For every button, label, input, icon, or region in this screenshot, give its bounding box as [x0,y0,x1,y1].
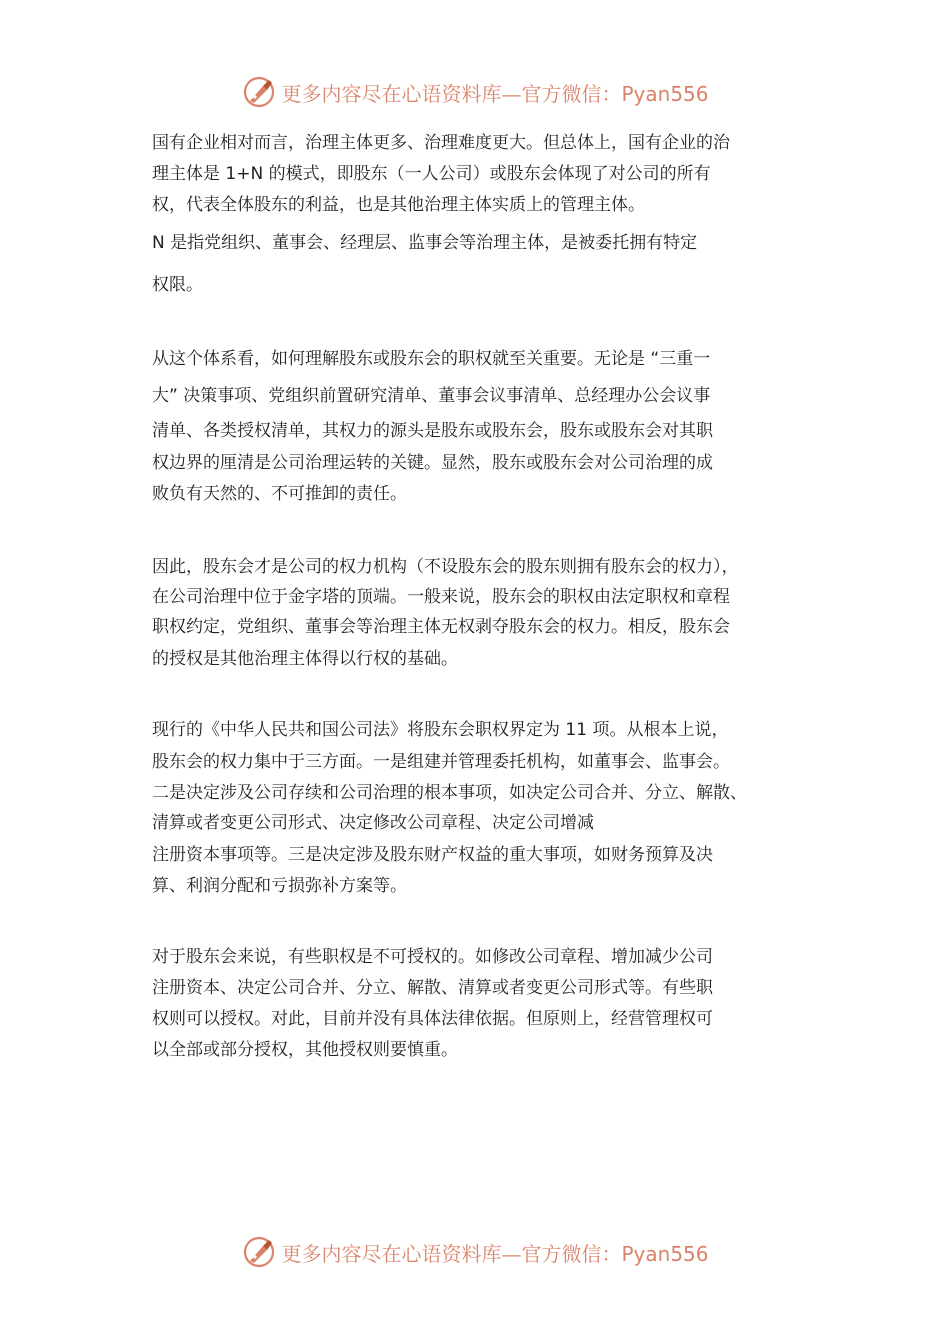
text-line: 现行的《中华人民共和国公司法》将股东会职权界定为 11 项。从根本上说， [152,720,729,740]
text-line: 权限。 [152,275,203,295]
text-line: 算、利润分配和亏损弥补方案等。 [152,876,407,896]
banner-wechat-id: Pyan556 [621,81,709,106]
text-line: 理主体是 1+N 的模式，即股东（一人公司）或股东会体现了对公司的所有 [152,164,711,184]
text-line: 因此，股东会才是公司的权力机构（不设股东会的股东则拥有股东会的权力）， [152,557,739,577]
text-line: 以全部或部分授权，其他授权则要慎重。 [152,1040,458,1060]
text-line: 从这个体系看，如何理解股东或股东会的职权就至关重要。无论是 “三重一 [152,349,711,369]
banner-text: 更多内容尽在心语资料库—官方微信：Pyan556 [281,81,709,106]
text-line: 的授权是其他治理主体得以行权的基础。 [152,649,458,669]
text-line: 职权约定，党组织、董事会等治理主体无权剥夺股东会的权力。相反，股东会 [152,617,730,637]
header-banner [0,72,950,112]
banner-wechat-id: Pyan556 [621,1241,709,1266]
text-line: 大” 决策事项、党组织前置研究清单、董事会议事清单、总经理办公会议事 [152,386,711,406]
pen-nib-logo-icon [241,74,277,110]
text-line: 二是决定涉及公司存续和公司治理的根本事项，如决定公司合并、分立、解散、 [152,783,747,803]
footer-banner [0,1232,950,1272]
text-line: 注册资本、决定公司合并、分立、解散、清算或者变更公司形式等。有些职 [152,978,713,998]
text-line: 权边界的厘清是公司治理运转的关键。显然，股东或股东会对公司治理的成 [152,453,713,473]
text-line: 注册资本事项等。三是决定涉及股东财产权益的重大事项，如财务预算及决 [152,845,713,865]
text-line: 权则可以授权。对此，目前并没有具体法律依据。但原则上，经营管理权可 [152,1009,713,1029]
text-line: N 是指党组织、董事会、经理层、监事会等治理主体，是被委托拥有特定 [152,233,698,253]
text-line: 对于股东会来说，有些职权是不可授权的。如修改公司章程、增加减少公司 [152,947,713,967]
text-line: 败负有天然的、不可推卸的责任。 [152,484,407,504]
text-line: 股东会的权力集中于三方面。一是组建并管理委托机构，如董事会、监事会。 [152,752,730,772]
text-line: 清单、各类授权清单，其权力的源头是股东或股东会，股东或股东会对其职 [152,421,713,441]
text-line: 在公司治理中位于金字塔的顶端。一般来说，股东会的职权由法定职权和章程 [152,587,730,607]
text-line: 国有企业相对而言，治理主体更多、治理难度更大。但总体上，国有企业的治 [152,133,730,153]
banner-text: 更多内容尽在心语资料库—官方微信：Pyan556 [281,1241,709,1266]
pen-nib-logo-icon [241,1234,277,1270]
text-line: 权，代表全体股东的利益，也是其他治理主体实质上的管理主体。 [152,195,645,215]
text-line: 清算或者变更公司形式、决定修改公司章程、决定公司增减 [152,813,594,833]
